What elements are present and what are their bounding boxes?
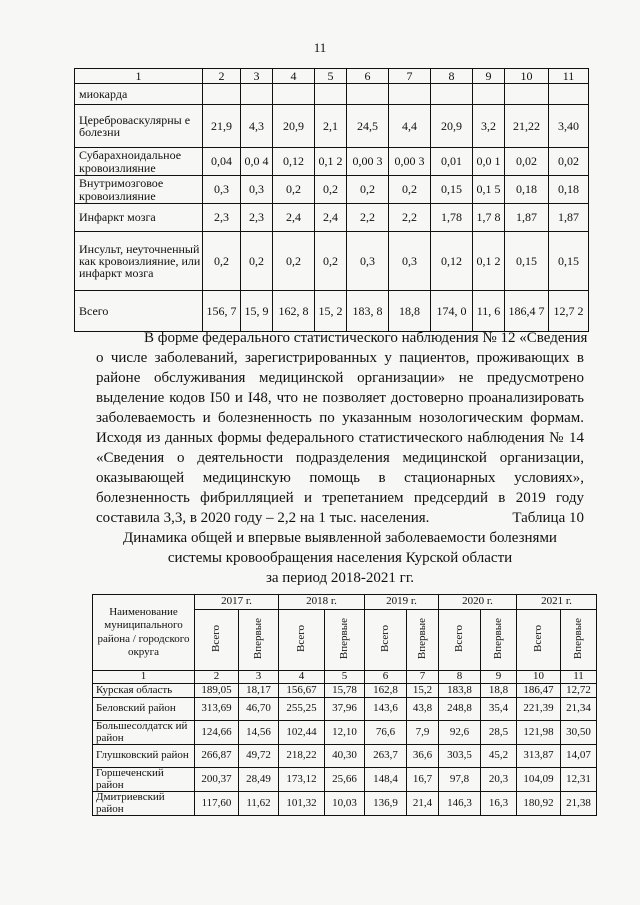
subheader-new — [325, 610, 365, 671]
column-index: 4 — [279, 671, 325, 684]
table-cell: 12,7 2 — [549, 291, 589, 332]
table-cell: 0,2 — [315, 232, 347, 291]
subheader-new — [561, 610, 597, 671]
year-header: 2017 г. — [195, 595, 279, 610]
table-row — [93, 768, 597, 792]
subheader-total-text: Всего — [209, 624, 222, 652]
paragraph-line: составила 3,3, в 2020 году – 2,2 на 1 тыс. населения. — [96, 510, 430, 526]
table-cell: 3,2 — [473, 105, 505, 148]
table-cell: 2,3 — [203, 204, 241, 232]
table-cell: 148,4 — [365, 768, 407, 792]
table-cell: 2,2 — [389, 204, 431, 232]
subheader-new — [239, 610, 279, 671]
table-cell: 0,2 — [389, 176, 431, 204]
table-cell: 0,2 — [347, 176, 389, 204]
table-cell: 45,2 — [481, 745, 517, 768]
column-index-header: 1 — [75, 69, 203, 84]
table-cell: 12,72 — [561, 684, 597, 698]
caption-line-1: Динамика общей и впервые выявленной заболеваемости болезнями — [123, 530, 557, 546]
paragraph-line: Исходя из данных формы федерального статистического наблюдения № 14 — [96, 430, 584, 446]
table-row — [75, 84, 589, 105]
table-cell: 40,30 — [325, 745, 365, 768]
table-cell — [473, 84, 505, 105]
paragraph-line: В форме федерального статистического наблюдения № 12 «Сведения — [144, 330, 588, 346]
subheader-new-text: Впервые — [571, 617, 584, 659]
table-cell: 102,44 — [279, 721, 325, 745]
table-cell: 37,96 — [325, 698, 365, 721]
subheader-total — [365, 610, 407, 671]
caption-line-3: за период 2018-2021 гг. — [265, 570, 415, 586]
subheader-new-text: Впервые — [491, 617, 504, 659]
table-cell: 18,17 — [239, 684, 279, 698]
table-cell: 28,49 — [239, 768, 279, 792]
column-index: 3 — [239, 671, 279, 684]
column-index: 9 — [481, 671, 517, 684]
subheader-total — [195, 610, 239, 671]
table-cell: 263,7 — [365, 745, 407, 768]
table-row — [93, 721, 597, 745]
column-index-header: 11 — [549, 69, 589, 84]
region-name: Дмитриевский район — [93, 792, 195, 816]
table-cell: 0,18 — [505, 176, 549, 204]
table-cell: 0,02 — [505, 148, 549, 176]
page-number: 11 — [313, 40, 327, 55]
table-cell: 2,4 — [315, 204, 347, 232]
table-cell: 0,02 — [549, 148, 589, 176]
table-row — [75, 105, 589, 148]
subheader-new-text: Впервые — [337, 617, 350, 659]
table-cell: 221,39 — [517, 698, 561, 721]
table-cell: 21,34 — [561, 698, 597, 721]
paragraph-line: районе обслуживания медицинской организации» не предусмотрено — [96, 370, 584, 386]
table-cell: 183, 8 — [347, 291, 389, 332]
column-index: 2 — [195, 671, 239, 684]
table-cell: 0,12 — [431, 232, 473, 291]
table-cell: 313,69 — [195, 698, 239, 721]
table-row — [75, 291, 589, 332]
column-index-header: 8 — [431, 69, 473, 84]
column-index-header: 4 — [273, 69, 315, 84]
table-cell: 97,8 — [439, 768, 481, 792]
row-label: Всего — [75, 291, 203, 332]
paragraph-line: выделение кодов I50 и I48, что не позволяет достоверно проанализировать — [96, 390, 584, 406]
table-cell: 15,2 — [407, 684, 439, 698]
paragraph-line: оказывающей медицинскую помощь в стационарных условиях», — [96, 470, 584, 486]
table-cell: 0,2 — [273, 232, 315, 291]
table-cell: 0,2 — [203, 232, 241, 291]
table-number-label: Таблица 10 — [512, 510, 584, 526]
table-cell: 200,37 — [195, 768, 239, 792]
body-paragraph — [96, 328, 588, 528]
table-cell — [315, 84, 347, 105]
table-cell: 2,2 — [347, 204, 389, 232]
column-index: 7 — [407, 671, 439, 684]
table-cell: 0,04 — [203, 148, 241, 176]
column-index-header: 9 — [473, 69, 505, 84]
region-header: Наименование муниципального района / городского округа — [93, 595, 195, 671]
subheader-total-text: Всего — [452, 624, 465, 652]
subheader-total — [439, 610, 481, 671]
subheader-new-text: Впервые — [415, 617, 428, 659]
row-label: миокарда — [75, 84, 203, 105]
row-label: Цереброваскулярны е болезни — [75, 105, 203, 148]
table-cell: 14,56 — [239, 721, 279, 745]
table-cell: 0,0 4 — [241, 148, 273, 176]
table-caption-block — [96, 508, 584, 588]
table-cell: 101,32 — [279, 792, 325, 816]
row-label: Внутримозговое кровоизлияние — [75, 176, 203, 204]
table-cell: 186,4 7 — [505, 291, 549, 332]
table-cell: 266,87 — [195, 745, 239, 768]
table-cell: 15, 9 — [241, 291, 273, 332]
table-cell: 76,6 — [365, 721, 407, 745]
table-cell: 4,3 — [241, 105, 273, 148]
table-cell: 0,1 2 — [473, 232, 505, 291]
table-cell: 21,38 — [561, 792, 597, 816]
column-index-header: 7 — [389, 69, 431, 84]
table-cell: 92,6 — [439, 721, 481, 745]
table-cell: 121,98 — [517, 721, 561, 745]
table-row — [93, 745, 597, 768]
table-row — [93, 792, 597, 816]
table-cell: 2,3 — [241, 204, 273, 232]
subheader-total — [279, 610, 325, 671]
table-cell: 20,3 — [481, 768, 517, 792]
year-header: 2020 г. — [439, 595, 517, 610]
table-cell: 0,2 — [241, 232, 273, 291]
table-cell: 0,00 3 — [347, 148, 389, 176]
paragraph-line: заболеваемость и болезненность по указанным нозологическим формам. — [96, 410, 584, 426]
table-cell: 0,2 — [315, 176, 347, 204]
table-cell: 1,7 8 — [473, 204, 505, 232]
table-cell — [389, 84, 431, 105]
table-cell: 0,3 — [389, 232, 431, 291]
table-cell: 7,9 — [407, 721, 439, 745]
table-cell: 21,22 — [505, 105, 549, 148]
table-cell: 12,10 — [325, 721, 365, 745]
column-index-header: 3 — [241, 69, 273, 84]
column-index: 5 — [325, 671, 365, 684]
table-cell — [241, 84, 273, 105]
table-cell: 174, 0 — [431, 291, 473, 332]
subheader-new — [481, 610, 517, 671]
table-cell: 30,50 — [561, 721, 597, 745]
table-cell: 0,15 — [505, 232, 549, 291]
table-cell: 146,3 — [439, 792, 481, 816]
region-name: Беловский район — [93, 698, 195, 721]
table-cell: 12,31 — [561, 768, 597, 792]
table-row — [93, 684, 597, 698]
column-index-header: 5 — [315, 69, 347, 84]
column-index: 1 — [93, 671, 195, 684]
table-cell: 0,1 2 — [315, 148, 347, 176]
table-cell: 218,22 — [279, 745, 325, 768]
table-cell: 1,87 — [549, 204, 589, 232]
table-cell: 24,5 — [347, 105, 389, 148]
table-cell: 16,7 — [407, 768, 439, 792]
paragraph-line: «Сведения о деятельности подразделения медицинской организации, — [96, 450, 584, 466]
table-cell: 162,8 — [365, 684, 407, 698]
table-cell: 4,4 — [389, 105, 431, 148]
table-cell: 18,8 — [389, 291, 431, 332]
region-name: Большесолдатск ий район — [93, 721, 195, 745]
table-cell: 0,15 — [549, 232, 589, 291]
table-cell: 156, 7 — [203, 291, 241, 332]
table-cell: 0,1 5 — [473, 176, 505, 204]
table-cell: 21,9 — [203, 105, 241, 148]
table-row — [93, 698, 597, 721]
table-cell: 49,72 — [239, 745, 279, 768]
table-cell: 0,3 — [347, 232, 389, 291]
subheader-total-text: Всего — [531, 624, 544, 652]
row-label: Субарахноидальное кровоизлияние — [75, 148, 203, 176]
table-cell — [505, 84, 549, 105]
table-cell: 25,66 — [325, 768, 365, 792]
year-header: 2018 г. — [279, 595, 365, 610]
subheader-total-text: Всего — [378, 624, 391, 652]
paragraph-line: о числе заболеваний, зарегистрированных у пациентов, проживающих в — [96, 350, 584, 366]
caption-line-2: системы кровообращения населения Курской области — [167, 550, 513, 566]
table-cell: 303,5 — [439, 745, 481, 768]
table-cell: 143,6 — [365, 698, 407, 721]
table-cell: 3,40 — [549, 105, 589, 148]
table-cell — [273, 84, 315, 105]
table-cell: 0,01 — [431, 148, 473, 176]
table-cell: 11, 6 — [473, 291, 505, 332]
table-cell: 43,8 — [407, 698, 439, 721]
subheader-new-text: Впервые — [251, 617, 264, 659]
row-label: Инсульт, неуточненный как кровоизлияние, или инфаркт мозга — [75, 232, 203, 291]
table-cell: 18,8 — [481, 684, 517, 698]
table-cell: 173,12 — [279, 768, 325, 792]
table-cell — [347, 84, 389, 105]
table-cell: 35,4 — [481, 698, 517, 721]
table-cell: 20,9 — [431, 105, 473, 148]
region-name: Глушковский район — [93, 745, 195, 768]
table-cell: 0,00 3 — [389, 148, 431, 176]
table-cell: 104,09 — [517, 768, 561, 792]
table-cell: 21,4 — [407, 792, 439, 816]
table-cell: 14,07 — [561, 745, 597, 768]
table-cell: 183,8 — [439, 684, 481, 698]
table-cell: 162, 8 — [273, 291, 315, 332]
table-cell: 255,25 — [279, 698, 325, 721]
table-cell: 11,62 — [239, 792, 279, 816]
table-cell: 1,78 — [431, 204, 473, 232]
subheader-total-text: Всего — [294, 624, 307, 652]
table-cell: 248,8 — [439, 698, 481, 721]
table-cell: 0,12 — [273, 148, 315, 176]
morbidity-table-continued — [74, 68, 589, 332]
region-name: Курская область — [93, 684, 195, 698]
table-cell: 124,66 — [195, 721, 239, 745]
column-index: 6 — [365, 671, 407, 684]
table-row — [75, 204, 589, 232]
table-cell: 156,67 — [279, 684, 325, 698]
table-row — [75, 148, 589, 176]
column-index-header: 10 — [505, 69, 549, 84]
table-cell: 16,3 — [481, 792, 517, 816]
column-index: 8 — [439, 671, 481, 684]
table-cell: 20,9 — [273, 105, 315, 148]
region-name: Горшеченский район — [93, 768, 195, 792]
table-cell: 0,15 — [431, 176, 473, 204]
table-cell — [549, 84, 589, 105]
table-cell: 136,9 — [365, 792, 407, 816]
year-header: 2021 г. — [517, 595, 597, 610]
column-index: 11 — [561, 671, 597, 684]
year-header: 2019 г. — [365, 595, 439, 610]
column-index: 10 — [517, 671, 561, 684]
table-cell: 15,78 — [325, 684, 365, 698]
circulatory-morbidity-table — [92, 594, 597, 816]
table-row — [75, 232, 589, 291]
table-cell: 0,2 — [273, 176, 315, 204]
table-cell: 10,03 — [325, 792, 365, 816]
table-cell: 180,92 — [517, 792, 561, 816]
table-cell: 0,3 — [241, 176, 273, 204]
subheader-total — [517, 610, 561, 671]
paragraph-line: болезненность фибрилляцией и трепетанием предсердий в 2019 году — [96, 490, 584, 506]
table-cell: 28,5 — [481, 721, 517, 745]
table-cell: 2,4 — [273, 204, 315, 232]
table-cell: 117,60 — [195, 792, 239, 816]
column-index-header: 6 — [347, 69, 389, 84]
table-row — [75, 176, 589, 204]
column-index-header: 2 — [203, 69, 241, 84]
table-cell: 313,87 — [517, 745, 561, 768]
table-cell: 36,6 — [407, 745, 439, 768]
table-cell: 186,47 — [517, 684, 561, 698]
table-cell — [431, 84, 473, 105]
table-cell: 46,70 — [239, 698, 279, 721]
table-cell: 0,0 1 — [473, 148, 505, 176]
table-cell: 0,18 — [549, 176, 589, 204]
subheader-new — [407, 610, 439, 671]
row-label: Инфаркт мозга — [75, 204, 203, 232]
table-cell: 15, 2 — [315, 291, 347, 332]
table-cell: 1,87 — [505, 204, 549, 232]
table-cell: 189,05 — [195, 684, 239, 698]
table-cell: 2,1 — [315, 105, 347, 148]
table-cell: 0,3 — [203, 176, 241, 204]
table-cell — [203, 84, 241, 105]
